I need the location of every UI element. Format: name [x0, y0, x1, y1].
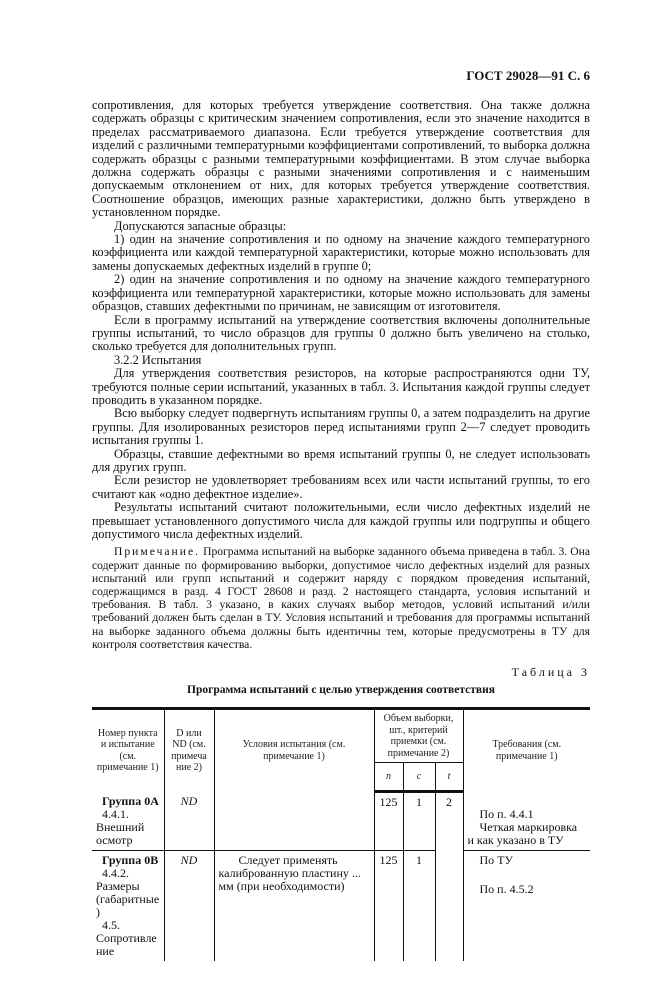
conditions-cell	[214, 792, 374, 851]
test-item: 4.5. Сопротивление	[96, 917, 157, 958]
d-cell: ND	[164, 792, 214, 851]
t-cell: 2	[435, 792, 463, 961]
body-text	[92, 99, 590, 651]
paragraph: 1) один на значение сопротивления и по одному на значение каждого температурного коэффициента или каждой температурной характеристики, которые можно использовать для замены допускаемых дефектных изделий в группе 0;	[92, 232, 590, 273]
paragraph: Для утверждения соответствия резисторов, на которые распространяются одни ТУ, требуются полные серии испытаний, указанных в табл. 3. Испытания каждой группы следует проводить в указанном порядке.	[92, 366, 590, 407]
requirement: По п. 4.5.2	[479, 881, 534, 896]
note-text: Программа испытаний на выборке заданного объема приведена в табл. 3. Она содержит данные по формированию выборки, допустимое число дефектных изделий для разных испытаний или групп испытаний и содержит наряду с порядком проведения испытаний, содержащимся в разд. 4 ГОСТ 28608 и разд. 2 настоящего стандарта, условия испытаний и требования. В табл. 3 указано, в каких случаях выбор методов, условий испытаний и/или требований должен быть сделан в ТУ. Условия испытаний и требования для программы испытаний на выборке заданного объема должны быть идентичны тем, которые предусмотрены в ТУ для контроля соответствия качества.	[92, 545, 590, 651]
paragraph: сопротивления, для которых требуется утверждение соответствия. Она также должна содержать образцы с критическим значением сопротивления, если это значение находится в пределах рассматриваемого диапазона. Если требуется утверждение соответствия для изделий с различными температурными коэффициентами сопротивлений, то выборка должна содержать образцы с разными температурными коэффициентами. В этом случае выборка должна содержать образцы с разными значениями сопротивления и с наименьшим допускаемым отклонением от них, для которых требуется утверждение соответствия. Соотношение образцов, имеющих разные характеристики, должно быть утверждено в установленном порядке.	[92, 98, 590, 220]
paragraph: Результаты испытаний считают положительными, если число дефектных изделий не превышает установленного допустимого числа для каждой группы или подгруппы и общего допустимого числа дефектных изделий.	[92, 500, 590, 541]
header-requirements: Требования (см. примечание 1)	[463, 709, 590, 792]
header-d: D или ND (см. примечание 2)	[164, 709, 214, 792]
paragraph: Всю выборку следует подвергнуть испытаниям группы 0, а затем подразделить на другие группы. Для изолированных резисторов перед испытаниями групп 2—7 следует проводить испытания группы 1.	[92, 406, 590, 448]
paragraph: Если в программу испытаний на утверждение соответствия включены дополнительные группы испытаний, то число образцов для группы 0 должно быть увеличено на столько, сколько требуется для дополнительных групп.	[92, 312, 590, 354]
header-c: c	[403, 763, 435, 792]
paragraph: Допускаются запасные образцы:	[114, 218, 287, 233]
c-cell: 1	[403, 792, 435, 851]
conditions-cell: Следует применять калиброванную пластину ... мм (при необходимости)	[214, 850, 374, 961]
table-label: Таблица 3	[511, 665, 590, 680]
requirement: По ТУ	[479, 852, 513, 867]
n-cell: 125	[374, 792, 403, 851]
test-item: 4.4.1. Внешний осмотр	[96, 806, 145, 847]
header-sample: Объем выборки, шт., критерий приемки (см. примечание 2)	[374, 709, 463, 763]
c-cell: 1	[403, 850, 435, 961]
paragraph: Если резистор не удовлетворяет требованиям всех или части испытаний группы, то его считают как «одно дефектное изделие».	[92, 473, 590, 501]
requirement: Четкая маркировка и как указано в ТУ	[467, 819, 578, 847]
header-t: t	[435, 763, 463, 792]
table-row	[92, 792, 590, 851]
item-cell	[92, 792, 164, 851]
note-label: Примечание.	[114, 545, 200, 559]
table-title: Программа испытаний с целью утверждения соответствия	[187, 684, 495, 697]
paragraph: Образцы, ставшие дефектными во время испытаний группы 0, не следует использовать для других групп.	[92, 446, 590, 474]
item-cell	[92, 850, 164, 961]
n-cell: 125	[374, 850, 403, 961]
requirements-cell	[463, 850, 590, 961]
requirement: По п. 4.4.1	[479, 806, 534, 821]
header-conditions: Условия испытания (см. примечание 1)	[214, 709, 374, 792]
group-name: Группа 0В	[102, 852, 159, 867]
header-item: Номер пункта и испытание (см. примечание 1)	[92, 709, 164, 792]
table-row	[92, 850, 590, 961]
requirements-cell	[463, 792, 590, 851]
note	[92, 545, 590, 651]
test-program-table	[92, 707, 590, 961]
page-header: ГОСТ 29028—91 С. 6	[466, 68, 590, 83]
d-cell: ND	[164, 850, 214, 961]
header-n: n	[374, 763, 403, 792]
test-item: 4.4.2. Размеры (габаритные)	[96, 865, 160, 919]
section-heading: 3.2.2 Испытания	[114, 352, 202, 367]
group-name: Группа 0А	[102, 793, 159, 808]
paragraph: 2) один на значение сопротивления и по одному на значение каждого температурного коэффициента или температурной характеристики, которые можно использовать для замены образцов, ставших дефектными по причинам, не зависящим от изготовителя.	[92, 272, 590, 314]
